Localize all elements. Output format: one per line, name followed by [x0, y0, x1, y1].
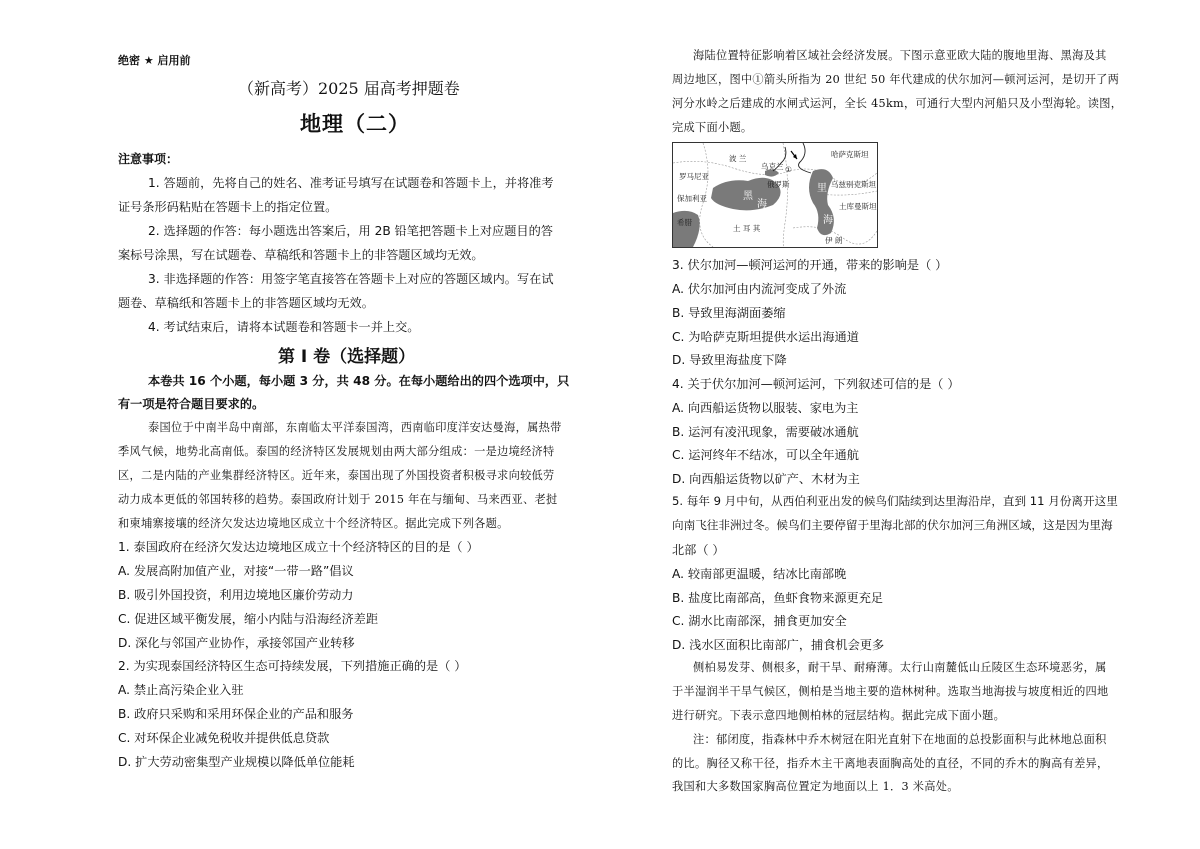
question-option: B. 运河有凌汛现象，需要破冰通航 [672, 425, 859, 439]
map-label-iran: 伊 朗 [825, 236, 843, 245]
exam-title: 地理（二） [300, 112, 410, 136]
question-option: D. 向西船运货物以矿产、木材为主 [672, 472, 860, 486]
question-stem: 2. 为实现泰国经济特区生态可持续发展，下列措施正确的是（ ） [118, 659, 467, 673]
map-label-bulgaria: 保加利亚 [677, 194, 707, 203]
section-intro: 有一项是符合题目要求的。 [118, 397, 265, 411]
question-stem: 3. 伏尔加河—顿河运河的开通，带来的影响是（ ） [672, 258, 948, 272]
map-label-turkey: 土 耳 其 [733, 224, 761, 233]
question-option: C. 对环保企业减免税收并提供低息贷款 [118, 731, 330, 745]
question-stem: 北部（ ） [672, 543, 725, 557]
question-stem: 4. 关于伏尔加河—顿河运河，下列叙述可信的是（ ） [672, 377, 960, 391]
notice-line: 2. 选择题的作答：每小题选出答案后，用 2B 铅笔把答题卡上对应题目的答 [148, 224, 553, 238]
notice-heading: 注意事项： [118, 152, 179, 166]
question-option: D. 扩大劳动密集型产业规模以降低单位能耗 [118, 755, 355, 769]
question-option: C. 运河终年不结冰，可以全年通航 [672, 448, 859, 462]
question-option: C. 为哈萨克斯坦提供水运出海通道 [672, 330, 859, 344]
question-option: C. 促进区域平衡发展，缩小内陆与沿海经济差距 [118, 612, 379, 626]
map-label-canal-marker: ① [785, 165, 792, 174]
question-stem: 1. 泰国政府在经济欠发达边境地区成立十个经济特区的目的是（ ） [118, 540, 479, 554]
notice-line: 案标号涂黑，写在试题卷、草稿纸和答题卡上的非答题区域均无效。 [118, 248, 484, 262]
note-line: 的比。胸径又称干径，指乔木主干离地表面胸高处的直径，不同的乔木的胸高有差异， [672, 757, 1109, 770]
question-option: B. 吸引外国投资，利用边境地区廉价劳动力 [118, 588, 354, 602]
map-label-poland: 波 兰 [729, 154, 747, 163]
map-label-mediterranean: 地中海 [703, 219, 733, 230]
confidential-mark: 绝密 ★ 启用前 [118, 54, 191, 67]
section-title: 第 I 卷（选择题） [278, 347, 416, 367]
passage-line: 进行研究。下表示意四地侧柏林的冠层结构。据此完成下面小题。 [672, 709, 1006, 722]
black-caspian-sea-map [672, 142, 878, 248]
question-option: B. 盐度比南部高，鱼虾食物来源更充足 [672, 591, 884, 605]
question-option: B. 导致里海湖面萎缩 [672, 306, 786, 320]
notice-line: 3. 非选择题的作答：用签字笔直接答在答题卡上对应的答题区域内。写在试 [148, 272, 554, 286]
question-option: A. 较南部更温暖，结冰比南部晚 [672, 567, 847, 581]
map-label-uzbekistan: 乌兹别克斯坦 [831, 180, 876, 189]
map-label-russia: 俄罗斯 [767, 180, 790, 189]
question-option: D. 深化与邻国产业协作，承接邻国产业转移 [118, 636, 355, 650]
notice-line: 1. 答题前，先将自己的姓名、准考证号填写在试题卷和答题卡上，并将准考 [148, 176, 554, 190]
passage-line: 季风气候，地势北高南低。泰国的经济特区发展规划由两大部分组成：一是边境经济特 [118, 445, 555, 458]
notice-line: 题卷、草稿纸和答题卡上的非答题区域均无效。 [118, 296, 374, 310]
passage-line: 动力成本更低的邻国转移的趋势。泰国政府计划于 2015 年在与缅甸、马来西亚、老挝 [118, 493, 558, 506]
map-label-turkmenistan: 土库曼斯坦 [839, 202, 877, 211]
notice-line: 证号条形码粘贴在答题卡上的指定位置。 [118, 200, 338, 214]
question-stem: 向南飞往非洲过冬。候鸟们主要停留于里海北部的伏尔加河三角洲区域，这是因为里海 [672, 518, 1113, 532]
note-line: 我国和大多数国家胸高位置定为地面以上 1．3 米高处。 [672, 780, 959, 793]
passage-line: 和柬埔寨接壤的经济欠发达边境地区成立十个经济特区。据此完成下列各题。 [118, 517, 509, 530]
map-label-caspian-sea: 里 [817, 183, 827, 194]
exam-subtitle: （新高考）2025 届高考押题卷 [238, 79, 460, 98]
question-option: C. 湖水比南部深，捕食更加安全 [672, 614, 847, 628]
passage-line: 泰国位于中南半岛中南部，东南临太平洋泰国湾，西南临印度洋安达曼海，属热带 [148, 421, 562, 434]
question-option: A. 向西船运货物以服装、家电为主 [672, 401, 859, 415]
map-label-ukraine: 乌克兰 [761, 162, 784, 171]
passage-line: 于半湿润半干旱气候区，侧柏是当地主要的造林树种。选取当地海拔与坡度相近的四地 [672, 685, 1109, 698]
map-label-kazakhstan: 哈萨克斯坦 [831, 150, 869, 159]
question-option: D. 导致里海盐度下降 [672, 353, 787, 367]
passage-line: 海陆位置特征影响着区域社会经济发展。下图示意亚欧大陆的腹地里海、黑海及其 [693, 49, 1107, 62]
question-option: A. 伏尔加河由内流河变成了外流 [672, 282, 847, 296]
passage-line: 河分水岭之后建成的水闸式运河，全长 45km，可通行大型内河船只及小型海轮。读图， [672, 97, 1123, 110]
map-label-greece: 希腊 [677, 218, 692, 227]
question-option: B. 政府只采购和采用环保企业的产品和服务 [118, 707, 354, 721]
passage-line: 侧柏易发芽、侧根多，耐干旱、耐瘠薄。太行山南麓低山丘陵区生态环境恶劣，属 [693, 661, 1107, 674]
map-label-black-sea: 黑 [743, 191, 753, 202]
question-option: A. 禁止高污染企业入驻 [118, 683, 244, 697]
section-intro: 本卷共 16 个小题，每小题 3 分，共 48 分。在每小题给出的四个选项中，只 [148, 374, 570, 388]
passage-line: 完成下面小题。 [672, 121, 753, 134]
question-option: A. 发展高附加值产业，对接“一带一路”倡议 [118, 564, 354, 578]
map-label-romania: 罗马尼亚 [679, 172, 709, 181]
passage-line: 区，二是内陆的产业集群经济特区。近年来，泰国出现了外国投资者积极寻求向较低劳 [118, 469, 555, 482]
map-label-black-sea: 海 [757, 199, 767, 210]
passage-line: 周边地区，图中①箭头所指为 20 世纪 50 年代建成的伏尔加河—顿河运河，是切开了两 [672, 73, 1120, 86]
note-line: 注：郁闭度，指森林中乔木树冠在阳光直射下在地面的总投影面积与此林地总面积 [693, 733, 1107, 746]
question-option: D. 浅水区面积比南部广，捕食机会更多 [672, 638, 885, 652]
map-label-caspian-sea: 海 [823, 215, 833, 226]
question-stem: 5. 每年 9 月中旬，从西伯利亚出发的候鸟们陆续到达里海沿岸，直到 11 月份离开这里 [672, 494, 1118, 508]
notice-line: 4. 考试结束后，请将本试题卷和答题卡一并上交。 [148, 320, 420, 334]
